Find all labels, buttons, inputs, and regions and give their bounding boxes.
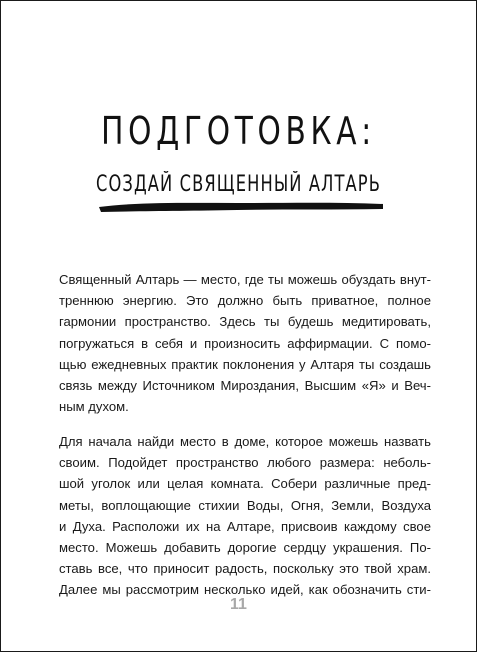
text-line: гармонии пространство. Здесь ты будешь медитировать, — [59, 314, 431, 330]
text-line: Для начала найди место в доме, которое можешь назвать — [59, 433, 431, 449]
text-line: шой уголок или целая комната. Собери различные пред- — [59, 476, 431, 492]
text-line: ным духом. — [59, 399, 129, 415]
chapter-subtitle: СОЗДАЙ СВЯЩЕННЫЙ АЛТАРЬ — [96, 172, 381, 197]
text-line: связь между Источником Мироздания, Высшим «Я» и Веч- — [59, 378, 431, 394]
text-line: Далее мы рассмотрим несколько идей, как обозначить сти- — [59, 582, 431, 598]
text-line: треннюю энергию. Это должно быть приватное, полное — [59, 293, 431, 309]
chapter-title: ПОДГОТОВКА: — [101, 109, 376, 153]
text-line: погружаться в себя и произносить аффирмации. С помо- — [59, 335, 431, 351]
body-text — [59, 269, 431, 614]
text-line: Священный Алтарь — место, где ты можешь обуздать внут- — [59, 272, 431, 287]
paragraph-2 — [59, 431, 431, 601]
brush-stroke-underline — [97, 198, 385, 214]
text-line: ставь все, что приносит радость, поскольку это твой храм. — [59, 561, 431, 577]
paragraph-1 — [59, 269, 431, 417]
text-line: своим. Подойдет пространство любого размера: неболь- — [59, 455, 431, 471]
text-line: место. Можешь добавить дорогие сердцу украшения. По- — [59, 539, 431, 555]
text-line: меты, воплощающие стихии Воды, Огня, Земли, Воздуха — [59, 497, 431, 513]
text-line: щью ежедневных практик поклонения у Алтаря ты создашь — [59, 356, 431, 372]
page-number: 11 — [230, 596, 247, 613]
text-line: и Духа. Расположи их на Алтаре, присвоив каждому свое — [59, 518, 431, 534]
